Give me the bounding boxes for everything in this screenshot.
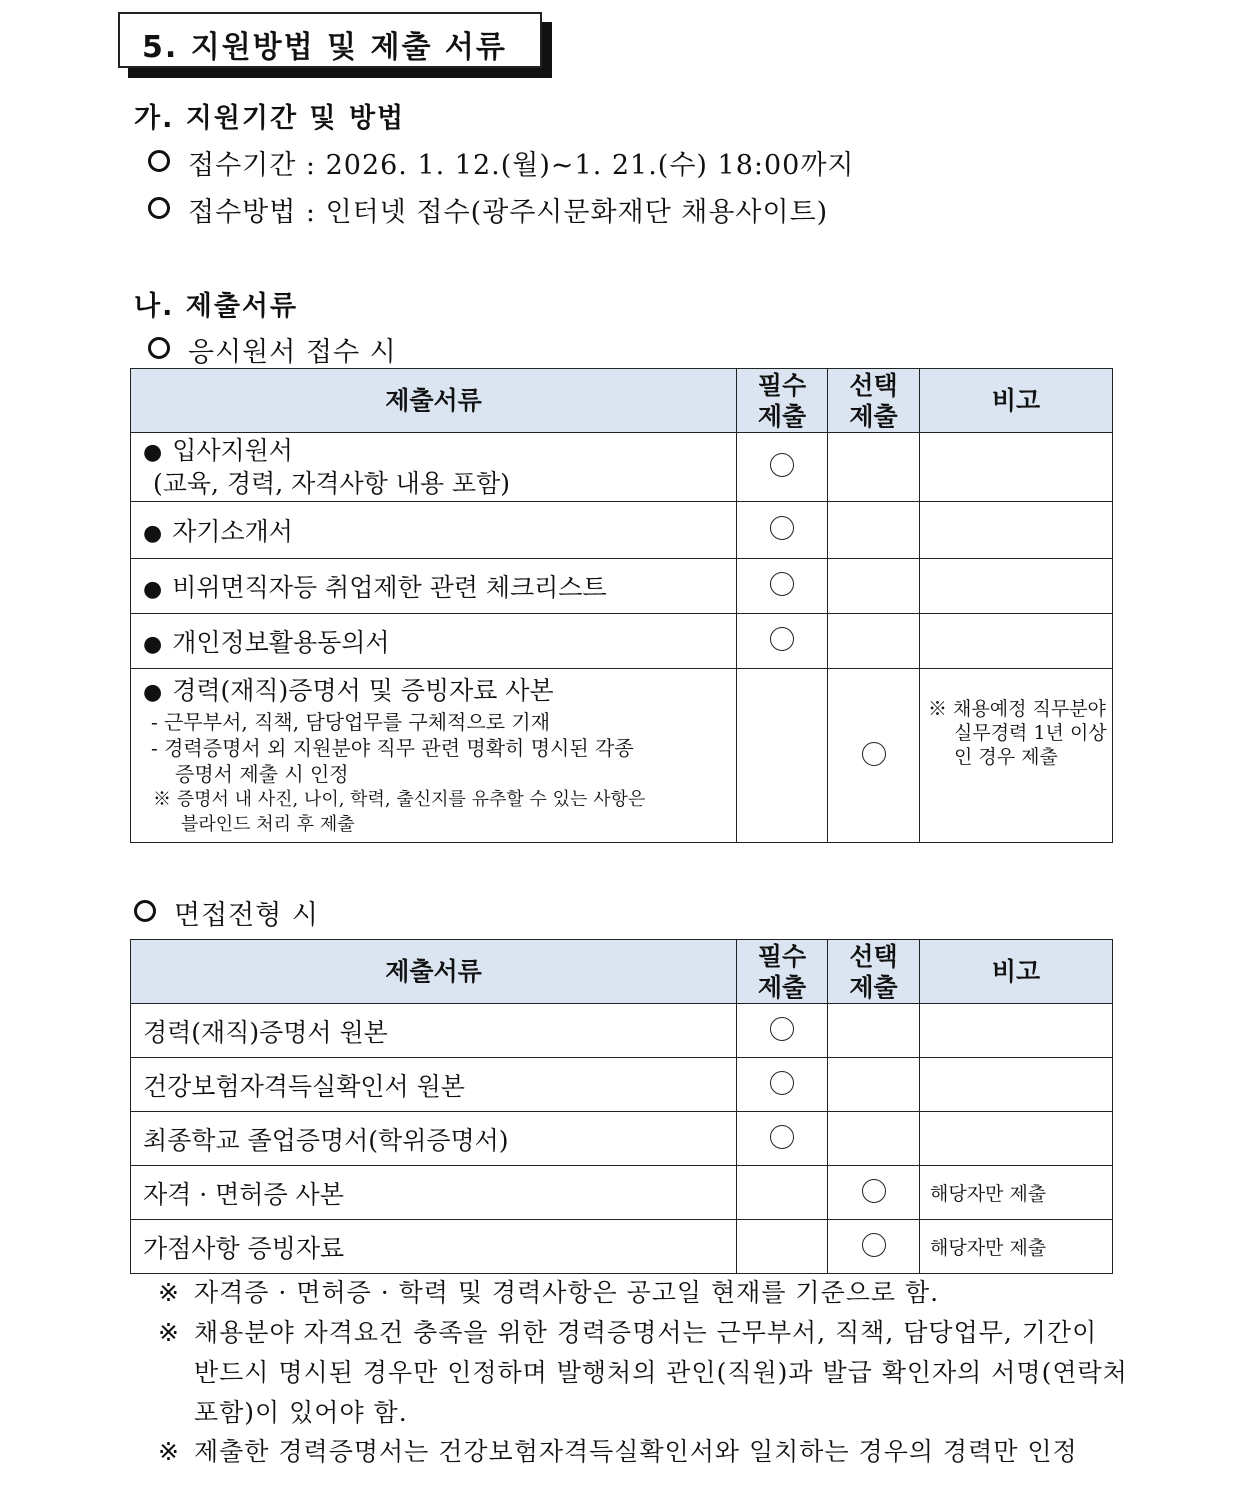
circle-mark-icon	[770, 516, 794, 540]
required-mark	[737, 1058, 828, 1112]
optional-mark	[828, 559, 920, 614]
circle-mark-icon	[770, 1017, 794, 1041]
footnote-2: ※ 채용분야 자격요건 충족을 위한 경력증명서는 근무부서, 직책, 담당업무, 기간이 반드시 명시된 경우만 인정하며 발행처의 관인(직원)과 발급 확인자의 서명(연락처 포함)이 있어야 함.	[158, 1318, 1128, 1427]
optional-mark	[828, 433, 920, 502]
circle-bullet-icon	[148, 150, 170, 172]
circle-mark-icon	[770, 572, 794, 596]
doc-cell: ● 경력(재직)증명서 및 증빙자료 사본 - 근무부서, 직책, 담당업무를 구체적으로 기재 - 경력증명서 외 지원분야 직무 관련 명확히 명시된 각종 증명서 제출 시 인정 ※ 증명서 내 사진, 나이, 학력, 출신지를 유추할 수 있는 사항은 블라인드 처리 후 제출	[131, 669, 737, 843]
interview-subheading: 면접전형 시	[134, 893, 319, 932]
doc-cell: ● 입사지원서 (교육, 경력, 자격사항 내용 포함)	[131, 433, 737, 502]
doc-cell: 경력(재직)증명서 원본	[131, 1004, 737, 1058]
application-documents-table	[130, 368, 1113, 843]
header-doc: 제출서류	[131, 369, 737, 433]
remark-cell	[920, 1004, 1113, 1058]
required-mark	[737, 1166, 828, 1220]
circle-mark-icon	[862, 742, 886, 766]
optional-mark	[828, 1166, 920, 1220]
application-subheading: 응시원서 접수 시	[148, 330, 397, 369]
required-mark	[737, 502, 828, 559]
optional-mark	[828, 1220, 920, 1274]
remark-cell	[920, 559, 1113, 614]
note-line: - 경력증명서 외 지원분야 직무 관련 명확히 명시된 각종	[151, 736, 634, 760]
doc-cell: 가점사항 증빙자료	[131, 1220, 737, 1274]
small-note-line: 블라인드 처리 후 제출	[181, 814, 355, 835]
circle-mark-icon	[770, 1125, 794, 1149]
doc-cell: 최종학교 졸업증명서(학위증명서)	[131, 1112, 737, 1166]
circle-bullet-icon	[134, 900, 156, 922]
remark-cell	[920, 1058, 1113, 1112]
period-heading: 가. 지원기간 및 방법	[134, 103, 406, 134]
circle-mark-icon	[770, 1071, 794, 1095]
footnote-1: ※ 자격증 · 면허증 · 학력 및 경력사항은 공고일 현재를 기준으로 함.	[158, 1278, 940, 1307]
remark-cell: 해당자만 제출	[920, 1166, 1113, 1220]
doc-cell: ● 비위면직자등 취업제한 관련 체크리스트	[131, 559, 737, 614]
remark-cell: 해당자만 제출	[920, 1220, 1113, 1274]
required-mark	[737, 1220, 828, 1274]
table-row	[131, 502, 1113, 559]
header-doc: 제출서류	[131, 940, 737, 1004]
documents-heading: 나. 제출서류	[134, 291, 299, 322]
optional-mark	[828, 502, 920, 559]
remark-cell	[920, 433, 1113, 502]
required-mark	[737, 614, 828, 669]
note-line: 증명서 제출 시 인정	[175, 762, 349, 786]
interview-documents-table	[130, 939, 1113, 1274]
header-required: 필수 제출	[737, 369, 828, 433]
receipt-period: 접수기간 : 2026. 1. 12.(월)~1. 21.(수) 18:00까지	[148, 143, 855, 182]
header-required: 필수 제출	[737, 940, 828, 1004]
doc-cell: ● 개인정보활용동의서	[131, 614, 737, 669]
required-mark	[737, 669, 828, 843]
optional-mark	[828, 614, 920, 669]
remark-cell	[920, 1112, 1113, 1166]
circle-bullet-icon	[148, 197, 170, 219]
table-row	[131, 1220, 1113, 1274]
table-row	[131, 1166, 1113, 1220]
doc-cell: ● 자기소개서	[131, 502, 737, 559]
required-mark	[737, 1004, 828, 1058]
note-line: - 근무부서, 직책, 담당업무를 구체적으로 기재	[151, 710, 551, 734]
header-remark: 비고	[920, 369, 1113, 433]
table-row	[131, 1004, 1113, 1058]
small-note-line: ※ 증명서 내 사진, 나이, 학력, 출신지를 유추할 수 있는 사항은	[153, 789, 646, 810]
table-row	[131, 669, 1113, 843]
doc-cell: 건강보험자격득실확인서 원본	[131, 1058, 737, 1112]
optional-mark	[828, 1112, 920, 1166]
footnote-3: ※ 제출한 경력증명서는 건강보험자격득실확인서와 일치하는 경우의 경력만 인정	[158, 1437, 1078, 1466]
remark-cell: ※ 채용예정 직무분야 실무경력 1년 이상 인 경우 제출	[920, 669, 1113, 843]
header-remark: 비고	[920, 940, 1113, 1004]
required-mark	[737, 559, 828, 614]
table-row	[131, 1112, 1113, 1166]
table-header-row	[131, 940, 1113, 1004]
receipt-method: 접수방법 : 인터넷 접수(광주시문화재단 채용사이트)	[148, 190, 828, 229]
table-header-row	[131, 369, 1113, 433]
circle-mark-icon	[862, 1233, 886, 1257]
optional-mark	[828, 669, 920, 843]
circle-bullet-icon	[148, 337, 170, 359]
circle-mark-icon	[770, 627, 794, 651]
circle-mark-icon	[770, 453, 794, 477]
optional-mark	[828, 1004, 920, 1058]
required-mark	[737, 433, 828, 502]
circle-mark-icon	[862, 1179, 886, 1203]
table-row	[131, 559, 1113, 614]
section-title-box	[118, 12, 542, 68]
header-optional: 선택 제출	[828, 940, 920, 1004]
remark-cell	[920, 614, 1113, 669]
header-optional: 선택 제출	[828, 369, 920, 433]
table-row	[131, 433, 1113, 502]
table-row	[131, 1058, 1113, 1112]
optional-mark	[828, 1058, 920, 1112]
table-row	[131, 614, 1113, 669]
section-title: 5. 지원방법 및 제출 서류	[142, 30, 507, 65]
required-mark	[737, 1112, 828, 1166]
remark-cell	[920, 502, 1113, 559]
doc-cell: 자격 · 면허증 사본	[131, 1166, 737, 1220]
